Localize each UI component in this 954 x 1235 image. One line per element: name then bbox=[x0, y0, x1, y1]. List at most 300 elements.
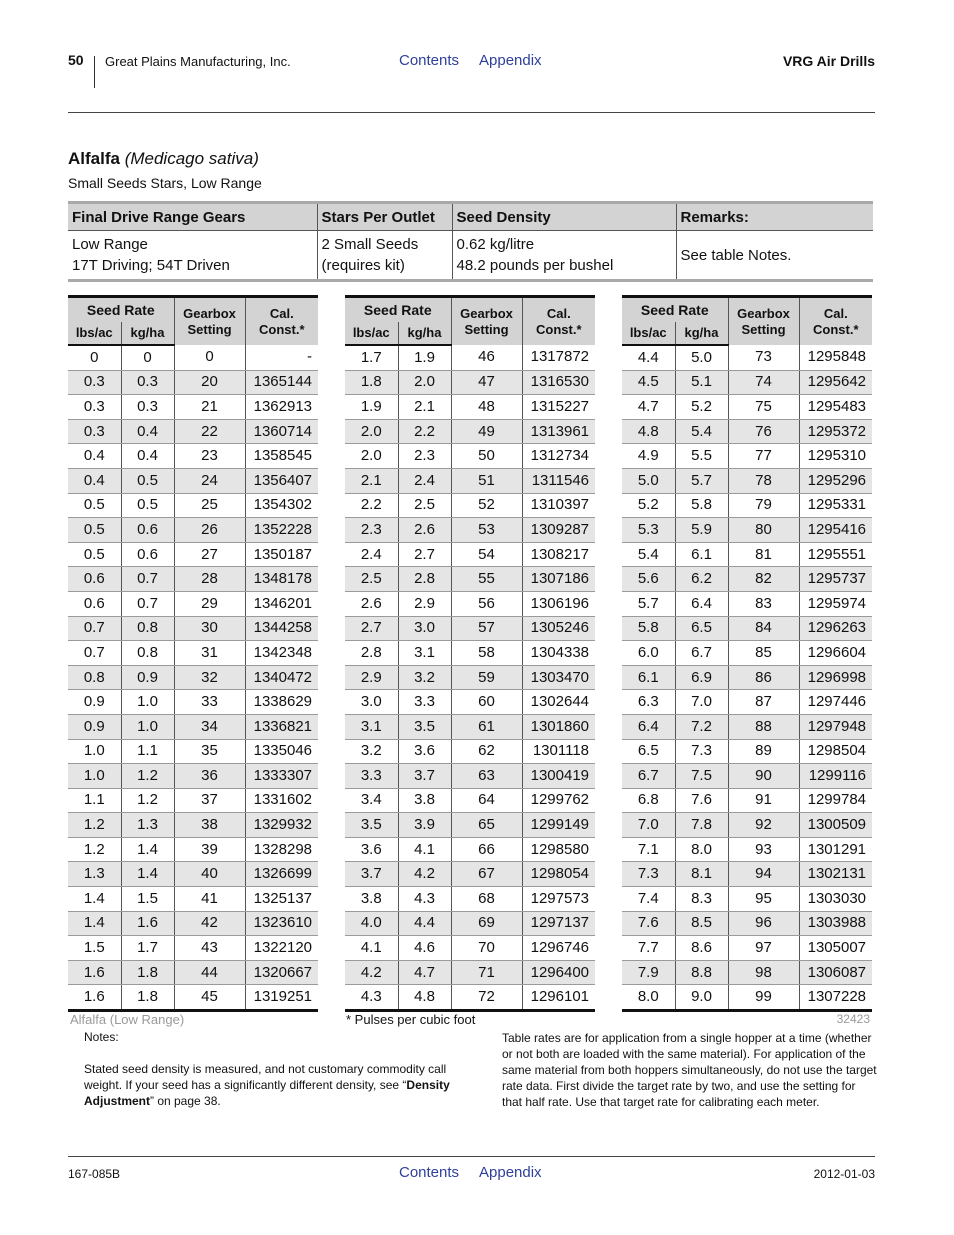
cell-gearbox-setting: 59 bbox=[451, 665, 522, 690]
cell-lbs-ac: 4.8 bbox=[622, 419, 675, 444]
cell-kg-ha: 5.0 bbox=[675, 345, 728, 370]
header-contents-link[interactable]: Contents bbox=[399, 52, 460, 69]
cell-lbs-ac: 2.3 bbox=[345, 518, 398, 543]
cell-lbs-ac: 3.8 bbox=[345, 887, 398, 912]
table-row bbox=[345, 837, 595, 862]
cell-gearbox-setting: 32 bbox=[174, 665, 245, 690]
cell-cal-const: 1297573 bbox=[522, 887, 595, 912]
cell-kg-ha: 3.7 bbox=[398, 764, 451, 789]
gears-line-1: Low Range bbox=[72, 236, 148, 253]
cell-kg-ha: 8.8 bbox=[675, 960, 728, 985]
cell-cal-const: 1338629 bbox=[245, 690, 318, 715]
cell-lbs-ac: 4.7 bbox=[622, 395, 675, 420]
cell-lbs-ac: 1.9 bbox=[345, 395, 398, 420]
table-row bbox=[622, 960, 872, 985]
cal-const-header bbox=[522, 297, 595, 346]
rate-table-3 bbox=[622, 295, 872, 1012]
cell-cal-const: 1298580 bbox=[522, 837, 595, 862]
kg-ha-header: kg/ha bbox=[398, 322, 451, 345]
cell-gearbox-setting: 71 bbox=[451, 960, 522, 985]
cell-lbs-ac: 2.4 bbox=[345, 542, 398, 567]
scientific-name: (Medicago sativa) bbox=[124, 149, 259, 168]
cell-lbs-ac: 2.0 bbox=[345, 419, 398, 444]
table-row bbox=[345, 739, 595, 764]
table-row bbox=[345, 616, 595, 641]
cell-kg-ha: 0.6 bbox=[121, 518, 174, 543]
cell-lbs-ac: 0 bbox=[68, 345, 121, 370]
cell-cal-const: 1305007 bbox=[799, 936, 872, 961]
cell-lbs-ac: 6.7 bbox=[622, 764, 675, 789]
page-subtitle: Small Seeds Stars, Low Range bbox=[68, 175, 262, 191]
cell-gearbox-setting: 52 bbox=[451, 493, 522, 518]
cell-cal-const: 1296400 bbox=[522, 960, 595, 985]
cell-kg-ha: 2.1 bbox=[398, 395, 451, 420]
table-row bbox=[345, 936, 595, 961]
table-row bbox=[345, 665, 595, 690]
cell-lbs-ac: 0.7 bbox=[68, 641, 121, 666]
cell-kg-ha: 4.6 bbox=[398, 936, 451, 961]
cell-kg-ha: 5.4 bbox=[675, 419, 728, 444]
cell-lbs-ac: 0.5 bbox=[68, 518, 121, 543]
cell-kg-ha: 8.1 bbox=[675, 862, 728, 887]
cell-cal-const: 1309287 bbox=[522, 518, 595, 543]
table-row bbox=[622, 518, 872, 543]
cell-kg-ha: 2.4 bbox=[398, 468, 451, 493]
table-row bbox=[68, 837, 318, 862]
cell-cal-const: 1300509 bbox=[799, 813, 872, 838]
header-divider bbox=[94, 56, 95, 88]
cell-lbs-ac: 6.4 bbox=[622, 714, 675, 739]
cell-gearbox-setting: 76 bbox=[728, 419, 799, 444]
cell-gearbox-setting: 64 bbox=[451, 788, 522, 813]
cell-gearbox-setting: 45 bbox=[174, 985, 245, 1011]
cell-kg-ha: 1.8 bbox=[121, 985, 174, 1011]
table-row bbox=[68, 641, 318, 666]
cell-kg-ha: 0.5 bbox=[121, 493, 174, 518]
header-rule bbox=[68, 112, 875, 113]
cell-kg-ha: 0.4 bbox=[121, 419, 174, 444]
table-row bbox=[622, 567, 872, 592]
cell-lbs-ac: 1.4 bbox=[68, 887, 121, 912]
cell-gearbox-setting: 50 bbox=[451, 444, 522, 469]
footer-contents-link[interactable]: Contents bbox=[399, 1164, 460, 1181]
figure-number: 32423 bbox=[836, 1012, 870, 1026]
cell-gearbox-setting: 27 bbox=[174, 542, 245, 567]
cell-kg-ha: 8.6 bbox=[675, 936, 728, 961]
table-row bbox=[68, 936, 318, 961]
cell-cal-const: 1306196 bbox=[522, 591, 595, 616]
cell-lbs-ac: 1.0 bbox=[68, 764, 121, 789]
cell-gearbox-setting: 38 bbox=[174, 813, 245, 838]
header-remarks: Remarks: bbox=[676, 203, 873, 231]
table-row bbox=[622, 641, 872, 666]
cell-kg-ha: 3.5 bbox=[398, 714, 451, 739]
cell-lbs-ac: 5.0 bbox=[622, 468, 675, 493]
cell-lbs-ac: 0.4 bbox=[68, 468, 121, 493]
cell-kg-ha: 3.8 bbox=[398, 788, 451, 813]
cell-gearbox-setting: 86 bbox=[728, 665, 799, 690]
cell-lbs-ac: 4.0 bbox=[345, 911, 398, 936]
cell-cal-const: 1326699 bbox=[245, 862, 318, 887]
cell-gearbox-setting: 73 bbox=[728, 345, 799, 370]
cell-cal-const: 1358545 bbox=[245, 444, 318, 469]
cell-gearbox-setting: 29 bbox=[174, 591, 245, 616]
cell-kg-ha: 7.0 bbox=[675, 690, 728, 715]
seed-rate-header: Seed Rate bbox=[345, 297, 451, 323]
gearbox-header-line-2: Setting bbox=[464, 321, 509, 337]
cell-cal-const: 1325137 bbox=[245, 887, 318, 912]
cell-cal-const: 1296604 bbox=[799, 641, 872, 666]
table-row bbox=[345, 591, 595, 616]
cell-kg-ha: 6.4 bbox=[675, 591, 728, 616]
cell-gearbox-setting: 63 bbox=[451, 764, 522, 789]
cell-kg-ha: 4.2 bbox=[398, 862, 451, 887]
cell-kg-ha: 4.7 bbox=[398, 960, 451, 985]
cell-cal-const: 1302131 bbox=[799, 862, 872, 887]
table-row bbox=[622, 370, 872, 395]
seed-rate-header: Seed Rate bbox=[622, 297, 728, 323]
cell-cal-const: 1336821 bbox=[245, 714, 318, 739]
cell-gearbox-setting: 58 bbox=[451, 641, 522, 666]
cell-kg-ha: 2.3 bbox=[398, 444, 451, 469]
cell-cal-const: 1295331 bbox=[799, 493, 872, 518]
cell-kg-ha: 8.0 bbox=[675, 837, 728, 862]
header-appendix-link[interactable]: Appendix bbox=[479, 52, 542, 69]
cell-cal-const: 1344258 bbox=[245, 616, 318, 641]
cell-cal-const: 1295372 bbox=[799, 419, 872, 444]
table-row bbox=[622, 862, 872, 887]
gearbox-setting-header bbox=[174, 297, 245, 346]
cell-kg-ha: 3.3 bbox=[398, 690, 451, 715]
kg-ha-header: kg/ha bbox=[675, 322, 728, 345]
cell-kg-ha: 3.0 bbox=[398, 616, 451, 641]
gears-line-2: 17T Driving; 54T Driven bbox=[72, 257, 230, 274]
gearbox-header-line-2: Setting bbox=[187, 321, 232, 337]
table-row bbox=[345, 862, 595, 887]
cell-lbs-ac: 1.7 bbox=[345, 345, 398, 370]
cell-kg-ha: 2.0 bbox=[398, 370, 451, 395]
cell-lbs-ac: 2.7 bbox=[345, 616, 398, 641]
table-row bbox=[345, 788, 595, 813]
cell-kg-ha: 6.1 bbox=[675, 542, 728, 567]
table-row bbox=[345, 641, 595, 666]
cell-cal-const: 1348178 bbox=[245, 567, 318, 592]
cell-kg-ha: 0.6 bbox=[121, 542, 174, 567]
cell-cal-const: 1308217 bbox=[522, 542, 595, 567]
cell-cal-const: 1298504 bbox=[799, 739, 872, 764]
cell-kg-ha: 6.5 bbox=[675, 616, 728, 641]
gearbox-header-line-1: Gearbox bbox=[737, 305, 790, 321]
cell-lbs-ac: 1.8 bbox=[345, 370, 398, 395]
cell-lbs-ac: 2.6 bbox=[345, 591, 398, 616]
cell-gearbox-setting: 54 bbox=[451, 542, 522, 567]
table-row bbox=[345, 395, 595, 420]
cell-kg-ha: 3.1 bbox=[398, 641, 451, 666]
table-row bbox=[345, 813, 595, 838]
cell-cal-const: 1312734 bbox=[522, 444, 595, 469]
cell-kg-ha: 1.9 bbox=[398, 345, 451, 370]
cell-gearbox-setting: 24 bbox=[174, 468, 245, 493]
product-name: VRG Air Drills bbox=[782, 53, 875, 69]
cell-lbs-ac: 7.4 bbox=[622, 887, 675, 912]
cell-gearbox-setting: 61 bbox=[451, 714, 522, 739]
cell-kg-ha: 6.7 bbox=[675, 641, 728, 666]
table-row bbox=[68, 567, 318, 592]
cell-gearbox-setting: 62 bbox=[451, 739, 522, 764]
cell-kg-ha: 5.1 bbox=[675, 370, 728, 395]
cell-gearbox-setting: 97 bbox=[728, 936, 799, 961]
table-row bbox=[345, 567, 595, 592]
cell-lbs-ac: 5.6 bbox=[622, 567, 675, 592]
table-row bbox=[345, 468, 595, 493]
cell-gearbox-setting: 79 bbox=[728, 493, 799, 518]
cell-lbs-ac: 4.9 bbox=[622, 444, 675, 469]
cell-kg-ha: 7.5 bbox=[675, 764, 728, 789]
cell-cal-const: 1322120 bbox=[245, 936, 318, 961]
cell-gearbox-setting: 57 bbox=[451, 616, 522, 641]
cell-lbs-ac: 0.3 bbox=[68, 419, 121, 444]
cell-lbs-ac: 7.3 bbox=[622, 862, 675, 887]
cell-cal-const: 1297137 bbox=[522, 911, 595, 936]
cell-gearbox-setting: 88 bbox=[728, 714, 799, 739]
cell-cal-const: 1303030 bbox=[799, 887, 872, 912]
table-row bbox=[345, 444, 595, 469]
cell-lbs-ac: 7.1 bbox=[622, 837, 675, 862]
table-row bbox=[68, 665, 318, 690]
cell-lbs-ac: 3.4 bbox=[345, 788, 398, 813]
cell-kg-ha: 2.6 bbox=[398, 518, 451, 543]
cell-kg-ha: 0.7 bbox=[121, 591, 174, 616]
cell-lbs-ac: 4.4 bbox=[622, 345, 675, 370]
cell-gearbox-setting: 46 bbox=[451, 345, 522, 370]
table-row bbox=[68, 788, 318, 813]
table-row bbox=[68, 714, 318, 739]
cell-kg-ha: 5.9 bbox=[675, 518, 728, 543]
table-row bbox=[68, 985, 318, 1011]
header-seed-density: Seed Density bbox=[452, 203, 676, 231]
cell-lbs-ac: 1.0 bbox=[68, 739, 121, 764]
cell-lbs-ac: 5.7 bbox=[622, 591, 675, 616]
cell-gearbox-setting: 89 bbox=[728, 739, 799, 764]
cell-cal-const: 1297446 bbox=[799, 690, 872, 715]
cell-lbs-ac: 4.3 bbox=[360, 988, 382, 1006]
cell-gearbox-setting: 65 bbox=[451, 813, 522, 838]
cell-gearbox-setting: 44 bbox=[174, 960, 245, 985]
table-row bbox=[622, 788, 872, 813]
cell-cal-const: 1299149 bbox=[522, 813, 595, 838]
cell-cal-const: 1296998 bbox=[799, 665, 872, 690]
cell-cal-const: 1297948 bbox=[799, 714, 872, 739]
density-line-1: 0.62 kg/litre bbox=[456, 236, 535, 253]
page-title bbox=[68, 149, 259, 169]
cell-gearbox-setting: 67 bbox=[451, 862, 522, 887]
lbs-ac-header: lbs/ac bbox=[622, 322, 675, 345]
cell-gearbox-setting: 42 bbox=[174, 911, 245, 936]
cal-header-line-2: Const.* bbox=[813, 321, 859, 337]
cell-lbs-ac: 3.6 bbox=[345, 837, 398, 862]
cell-cal-const: 1342348 bbox=[245, 641, 318, 666]
cell-cal-const: 1340472 bbox=[245, 665, 318, 690]
cell-kg-ha: 1.3 bbox=[121, 813, 174, 838]
cell-lbs-ac: 0.3 bbox=[68, 370, 121, 395]
cell-lbs-ac: 0.5 bbox=[68, 542, 121, 567]
cell-kg-ha: 4.4 bbox=[398, 911, 451, 936]
table-row bbox=[68, 444, 318, 469]
cell-cal-const: 1346201 bbox=[245, 591, 318, 616]
cell-kg-ha: 4.8 bbox=[398, 985, 451, 1011]
cell-lbs-ac: 4.5 bbox=[622, 370, 675, 395]
cell-cal-const: 1303470 bbox=[522, 665, 595, 690]
cell-kg-ha: 2.5 bbox=[398, 493, 451, 518]
cell-cal-const: 1296746 bbox=[522, 936, 595, 961]
cell-cal-const: 1319251 bbox=[245, 985, 318, 1011]
cell-kg-ha: 0.5 bbox=[121, 468, 174, 493]
gearbox-header-line-1: Gearbox bbox=[183, 305, 236, 321]
cell-cal-const: 1354302 bbox=[245, 493, 318, 518]
cell-lbs-ac: 6.3 bbox=[622, 690, 675, 715]
stars-line-1: 2 Small Seeds bbox=[321, 236, 419, 253]
table-row bbox=[345, 714, 595, 739]
cell-seed-density bbox=[452, 231, 676, 281]
cell-cal-const: 1295483 bbox=[799, 395, 872, 420]
table-row bbox=[622, 764, 872, 789]
cell-cal-const: 1365144 bbox=[245, 370, 318, 395]
cell-kg-ha: 7.2 bbox=[675, 714, 728, 739]
cell-gearbox-setting: 81 bbox=[728, 542, 799, 567]
table-row bbox=[68, 616, 318, 641]
notes-density-page: ” on page 38. bbox=[150, 1094, 221, 1108]
table-row bbox=[68, 370, 318, 395]
seed-rate-header: Seed Rate bbox=[68, 297, 174, 323]
table-row bbox=[622, 419, 872, 444]
cell-lbs-ac: 1.2 bbox=[68, 837, 121, 862]
table-row bbox=[622, 395, 872, 420]
cell-cal-const: 1296263 bbox=[799, 616, 872, 641]
cell-cal-const: 1295974 bbox=[799, 591, 872, 616]
cell-cal-const: 1305246 bbox=[522, 616, 595, 641]
cell-gearbox-setting: 90 bbox=[728, 764, 799, 789]
cell-gearbox-setting: 20 bbox=[174, 370, 245, 395]
cell-kg-ha: 2.9 bbox=[398, 591, 451, 616]
notes-density-text: Stated seed density is measured, and not customary commodity call weight. If your seed has a significantly different density, see “ bbox=[84, 1062, 447, 1092]
cell-cal-const: 1301118 bbox=[522, 739, 595, 764]
cell-kg-ha: 2.2 bbox=[398, 419, 451, 444]
rate-table-2 bbox=[345, 295, 595, 1012]
cell-gearbox-setting: 84 bbox=[728, 616, 799, 641]
cal-header-line-2: Const.* bbox=[536, 321, 582, 337]
cell-gearbox-setting: 40 bbox=[174, 862, 245, 887]
cell-lbs-ac: 7.0 bbox=[622, 813, 675, 838]
table-row bbox=[345, 518, 595, 543]
cell-kg-ha: 1.4 bbox=[121, 837, 174, 862]
cell-lbs-ac: 2.8 bbox=[345, 641, 398, 666]
table-row bbox=[345, 690, 595, 715]
cell-cal-const: 1311546 bbox=[522, 468, 595, 493]
cell-cal-const: 1295551 bbox=[799, 542, 872, 567]
table-row bbox=[622, 936, 872, 961]
cell-lbs-ac: 2.5 bbox=[345, 567, 398, 592]
cell-cal-const: 1310397 bbox=[522, 493, 595, 518]
cell-kg-ha: 0.7 bbox=[121, 567, 174, 592]
cell-cal-const: 1304338 bbox=[522, 641, 595, 666]
table-row bbox=[68, 493, 318, 518]
cell-kg-ha: 1.6 bbox=[121, 911, 174, 936]
notes-hopper: Table rates are for application from a single hopper at a time (whether or not both are loaded with the same material). For application of the same material from both hoppers simultaneously, do not use the target rate data. First divide the target rate by two, and use the setting for that half rate. Use that target rate for calibrating each meter. bbox=[502, 1031, 877, 1109]
table-row bbox=[68, 468, 318, 493]
cell-lbs-ac: 3.3 bbox=[345, 764, 398, 789]
table-row bbox=[68, 690, 318, 715]
cell-cal-const: 1295848 bbox=[799, 345, 872, 370]
cell-lbs-ac: 0.7 bbox=[68, 616, 121, 641]
cal-header-line-1: Cal. bbox=[823, 305, 848, 321]
cell-lbs-ac: 3.0 bbox=[345, 690, 398, 715]
table-row bbox=[68, 813, 318, 838]
table-row bbox=[345, 887, 595, 912]
cell-gearbox-setting: 94 bbox=[728, 862, 799, 887]
cell-gearbox-setting: 35 bbox=[174, 739, 245, 764]
table-row bbox=[622, 542, 872, 567]
cell-kg-ha: 1.0 bbox=[121, 714, 174, 739]
cal-const-header bbox=[799, 297, 872, 346]
header-stars-per-outlet: Stars Per Outlet bbox=[317, 203, 452, 231]
cell-lbs-ac: 0.6 bbox=[68, 567, 121, 592]
cell-cal-const: 1299784 bbox=[799, 788, 872, 813]
cell-cal-const: 1299762 bbox=[522, 788, 595, 813]
cell-lbs-ac: 3.1 bbox=[345, 714, 398, 739]
cell-cal-const: 1298054 bbox=[522, 862, 595, 887]
cell-kg-ha: 6.2 bbox=[675, 567, 728, 592]
cell-lbs-ac: 5.2 bbox=[622, 493, 675, 518]
table-row bbox=[622, 690, 872, 715]
table-row bbox=[68, 911, 318, 936]
cell-lbs-ac: 7.7 bbox=[622, 936, 675, 961]
cell-kg-ha: 5.2 bbox=[675, 395, 728, 420]
cell-gearbox-setting: 55 bbox=[451, 567, 522, 592]
cell-gearbox-setting: 75 bbox=[728, 395, 799, 420]
table-row bbox=[345, 911, 595, 936]
cell-gearbox-setting: 28 bbox=[174, 567, 245, 592]
cell-lbs-ac: 0.4 bbox=[68, 444, 121, 469]
cell-gearbox-setting: 92 bbox=[728, 813, 799, 838]
table-row bbox=[622, 985, 872, 1011]
table-row bbox=[68, 591, 318, 616]
cell-gearbox-setting: 70 bbox=[451, 936, 522, 961]
cell-gearbox-setting: 68 bbox=[451, 887, 522, 912]
cell-cal-const: 1307186 bbox=[522, 567, 595, 592]
cell-cal-const: 1302644 bbox=[522, 690, 595, 715]
table-row bbox=[622, 665, 872, 690]
cell-lbs-ac: 1.5 bbox=[68, 936, 121, 961]
cell-gearbox-setting: 30 bbox=[174, 616, 245, 641]
cell-cal-const: 1300419 bbox=[522, 764, 595, 789]
cell-cal-const: 1295310 bbox=[799, 444, 872, 469]
cell-cal-const: 1329932 bbox=[245, 813, 318, 838]
cell-cal-const: 1356407 bbox=[245, 468, 318, 493]
cell-gearbox-setting: 37 bbox=[174, 788, 245, 813]
cell-gearbox-setting: 77 bbox=[728, 444, 799, 469]
footer-appendix-link[interactable]: Appendix bbox=[479, 1164, 542, 1181]
cell-kg-ha: 5.7 bbox=[675, 468, 728, 493]
footer-rule bbox=[68, 1156, 875, 1157]
cell-kg-ha: 1.1 bbox=[121, 739, 174, 764]
cell-lbs-ac: 6.5 bbox=[622, 739, 675, 764]
cell-lbs-ac: 1.1 bbox=[68, 788, 121, 813]
cell-gearbox-setting: 47 bbox=[451, 370, 522, 395]
cell-lbs-ac: 2.1 bbox=[345, 468, 398, 493]
lbs-ac-header: lbs/ac bbox=[68, 322, 121, 345]
table-row bbox=[622, 468, 872, 493]
table-row bbox=[345, 370, 595, 395]
